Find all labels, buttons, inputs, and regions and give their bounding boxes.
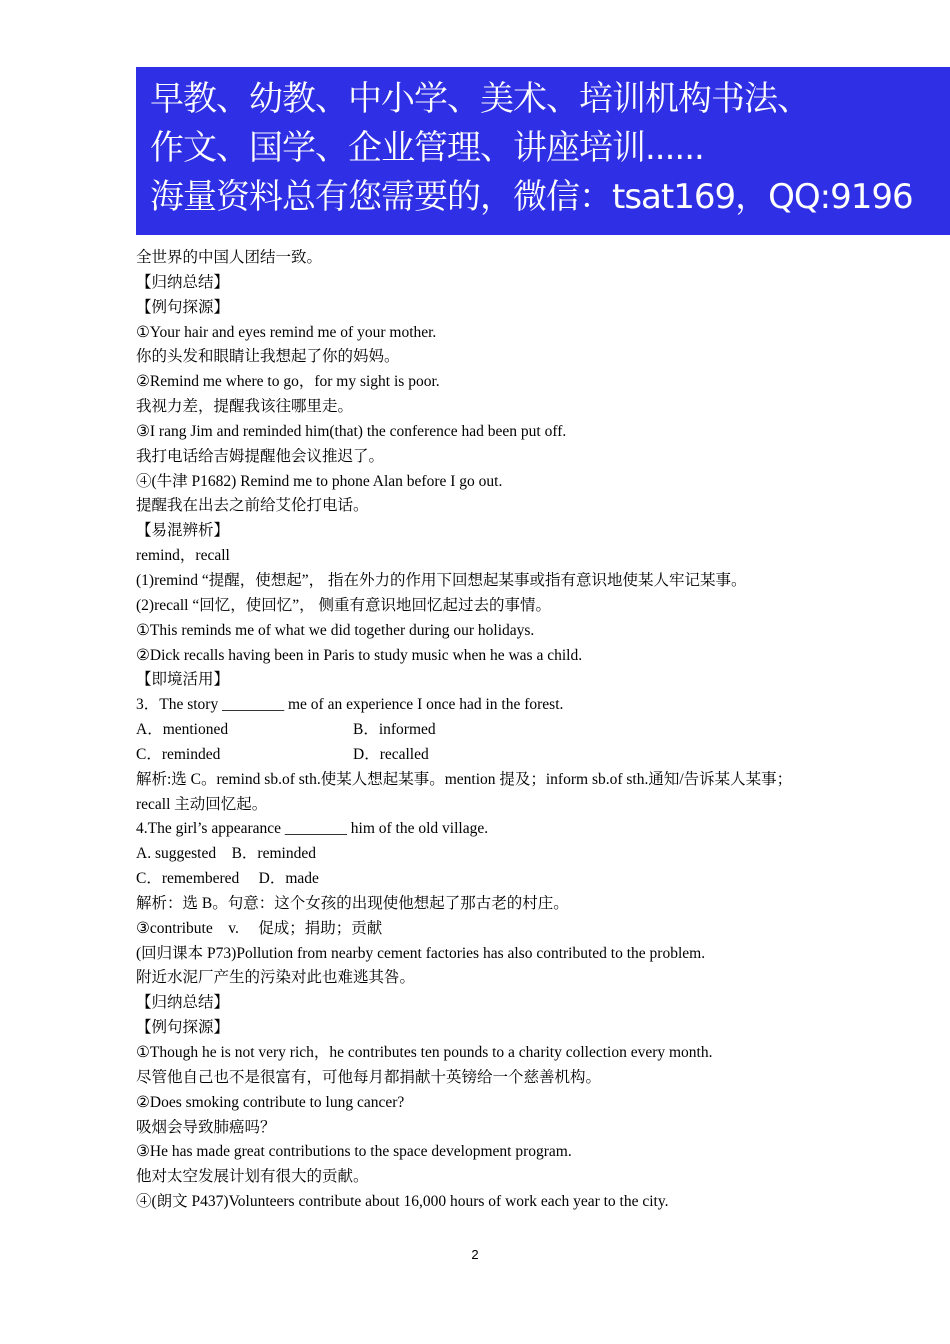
text-line: 你的头发和眼睛让我想起了你的妈妈。: [136, 348, 400, 366]
page-number: 2: [471, 1247, 479, 1262]
text-line: 吸烟会导致肺癌吗？: [136, 1118, 276, 1136]
text-line: ②Dick recalls having been in Paris to study music when he was a child.: [136, 646, 583, 664]
text-line: 【即境活用】: [136, 671, 230, 689]
text-line: (2)recall “回忆，使回忆”， 侧重有意识地回忆起过去的事情。: [136, 596, 551, 614]
text-line: ③I rang Jim and reminded him(that) the conference had been put off.: [136, 422, 567, 440]
text-line: 4.The girl’s appearance ________ him of the old village.: [136, 820, 489, 838]
text-line: remind，recall: [136, 547, 230, 565]
banner-line: 早教、幼教、中小学、美术、培训机构书法、: [150, 79, 810, 119]
answer-options-row: [136, 743, 836, 768]
text-line: 3．The story ________ me of an experience I once had in the forest.: [136, 696, 564, 714]
answer-option: D．recalled: [353, 745, 429, 763]
text-line: 我视力差，提醒我该往哪里走。: [136, 398, 354, 416]
text-line: 他对太空发展计划有很大的贡献。: [136, 1168, 369, 1186]
text-line: ③He has made great contributions to the space development program.: [136, 1143, 572, 1161]
text-line: (回归课本 P73)Pollution from nearby cement factories has also contributed to the problem.: [136, 944, 706, 962]
text-line: ②Does smoking contribute to lung cancer?: [136, 1093, 405, 1111]
text-line: ①Your hair and eyes remind me of your mother.: [136, 323, 437, 341]
text-line: ④(牛津 P1682) Remind me to phone Alan before I go out.: [136, 472, 503, 490]
text-line: 【例句探源】: [136, 1019, 230, 1037]
answer-option: B．informed: [353, 721, 436, 739]
text-line: (1)remind “提醒，使想起”， 指在外力的作用下回想起某事或指有意识地使某人牢记某事。: [136, 571, 747, 589]
text-line: C．remembered D．made: [136, 870, 319, 888]
text-line: recall 主动回忆起。: [136, 795, 268, 813]
text-line: ①This reminds me of what we did together during our holidays.: [136, 621, 535, 639]
text-line: 全世界的中国人团结一致。: [136, 249, 323, 266]
banner-line: 海量资料总有您需要的，微信：tsat169，QQ:9196: [150, 177, 913, 217]
answer-options-row: [136, 718, 836, 743]
text-line: 【归纳总结】: [136, 273, 230, 291]
banner-line: 作文、国学、企业管理、讲座培训......: [150, 128, 704, 168]
text-line: 【易混辨析】: [136, 522, 230, 540]
text-line: ④(朗文 P437)Volunteers contribute about 16,000 hours of work each year to the city.: [136, 1193, 669, 1211]
answer-option: A．mentioned: [136, 721, 229, 739]
text-line: ①Though he is not very rich，he contributes ten pounds to a charity collection every month.: [136, 1044, 713, 1061]
ad-banner: [136, 67, 950, 235]
text-line: 解析：选 B。句意：这个女孩的出现使他想起了那古老的村庄。: [136, 894, 569, 912]
text-line: 尽管他自己也不是很富有，可他每月都捐献十英镑给一个慈善机构。: [136, 1068, 602, 1086]
text-line: 提醒我在出去之前给艾伦打电话。: [136, 497, 369, 515]
text-line: A. suggested B．reminded: [136, 845, 316, 863]
answer-option: C．reminded: [136, 745, 221, 763]
text-line: 我打电话给吉姆提醒他会议推迟了。: [136, 447, 385, 465]
text-line: ③contribute v. 促成；捐助；贡献: [136, 919, 383, 937]
text-line: 解析:选 C。remind sb.of sth.使某人想起某事。mention 提及；inform sb.of sth.通知/告诉某人某事；: [136, 770, 793, 788]
document-body: [136, 246, 836, 1215]
text-line: ②Remind me where to go，for my sight is poor.: [136, 373, 440, 391]
text-line: 【例句探源】: [136, 298, 230, 316]
text-line: 附近水泥厂产生的污染对此也难逃其咎。: [136, 969, 416, 987]
text-line: 【归纳总结】: [136, 994, 230, 1012]
